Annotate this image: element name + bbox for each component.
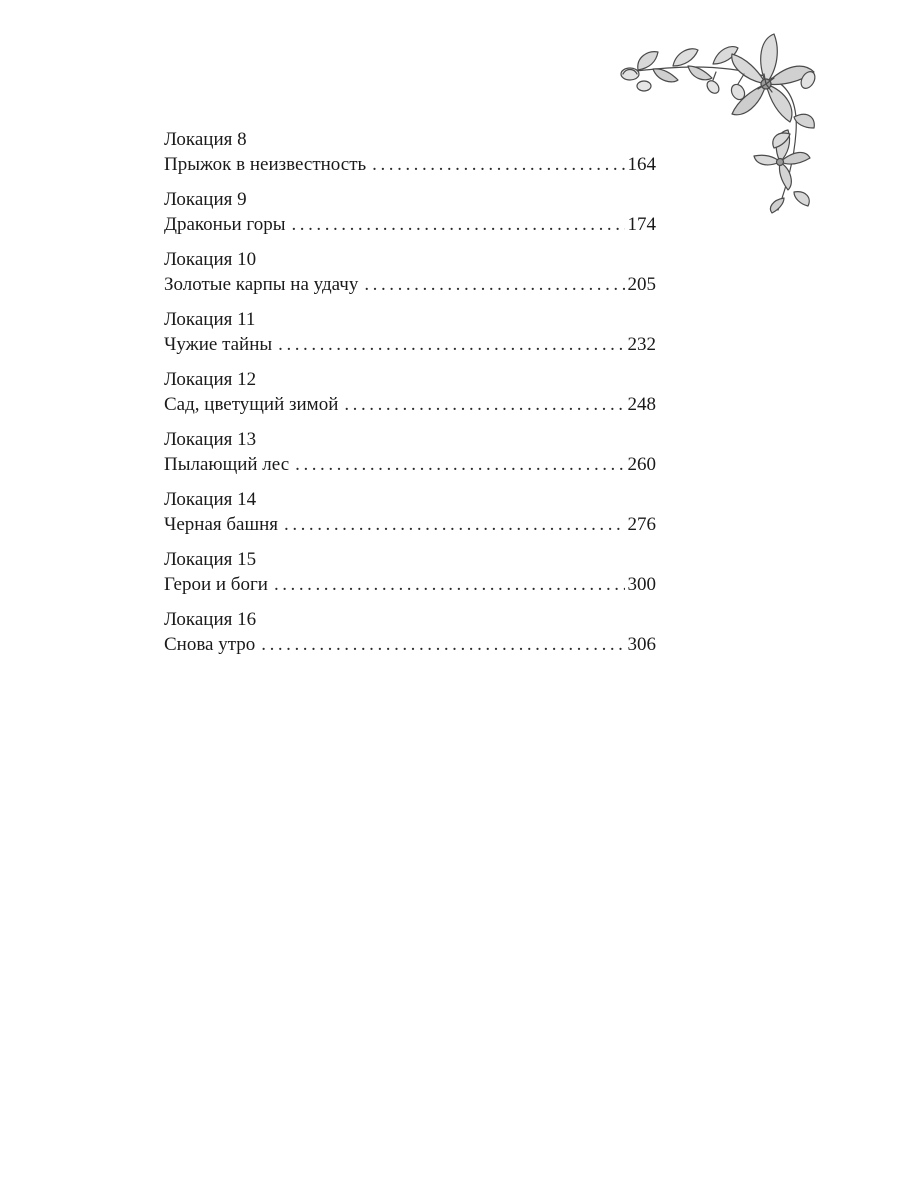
toc-entry-label: Локация 16 [164,609,257,630]
toc-entry-page: 276 [627,514,656,535]
toc-entry-page: 174 [627,214,656,235]
toc-entry-page: 232 [627,334,656,355]
table-of-contents [164,127,656,667]
toc-entry-label: Локация 13 [164,429,257,450]
dot-leader [344,392,624,417]
toc-entry[interactable] [164,187,656,237]
toc-entry[interactable] [164,127,656,177]
toc-entry-title: Чужие тайны [164,334,273,355]
toc-entry-title: Черная башня [164,514,279,535]
toc-entry-title: Сад, цветущий зимой [164,394,339,415]
toc-entry-title: Герои и боги [164,574,268,595]
toc-entry-label: Локация 14 [164,489,257,510]
dot-leader [274,572,625,597]
toc-entry-page: 205 [627,274,656,295]
toc-entry[interactable] [164,367,656,417]
toc-entry[interactable] [164,427,656,477]
dot-leader [284,512,624,537]
dot-leader [295,452,624,477]
toc-entry-page: 306 [627,634,656,655]
toc-entry-label: Локация 11 [164,309,256,330]
toc-entry-label: Локация 15 [164,549,257,570]
toc-entry-label: Локация 12 [164,369,257,390]
dot-leader [278,332,624,357]
toc-entry-title: Пылающий лес [164,454,290,475]
toc-entry-page: 164 [627,154,656,175]
dot-leader [261,632,624,657]
dot-leader [364,272,624,297]
toc-entry[interactable] [164,607,656,657]
toc-entry-label: Локация 8 [164,129,247,150]
toc-entry-title: Золотые карпы на удачу [164,274,359,295]
dot-leader [292,212,625,237]
toc-entry-label: Локация 10 [164,249,257,270]
toc-entry-title: Прыжок в неизвестность [164,154,367,175]
toc-entry[interactable] [164,307,656,357]
toc-entry[interactable] [164,487,656,537]
toc-entry-page: 248 [627,394,656,415]
toc-entry-page: 300 [627,574,656,595]
toc-entry-page: 260 [627,454,656,475]
toc-entry-label: Локация 9 [164,189,247,210]
toc-entry-title: Драконьи горы [164,214,286,235]
dot-leader [372,152,624,177]
toc-entry[interactable] [164,547,656,597]
toc-entry[interactable] [164,247,656,297]
toc-entry-title: Снова утро [164,634,256,655]
